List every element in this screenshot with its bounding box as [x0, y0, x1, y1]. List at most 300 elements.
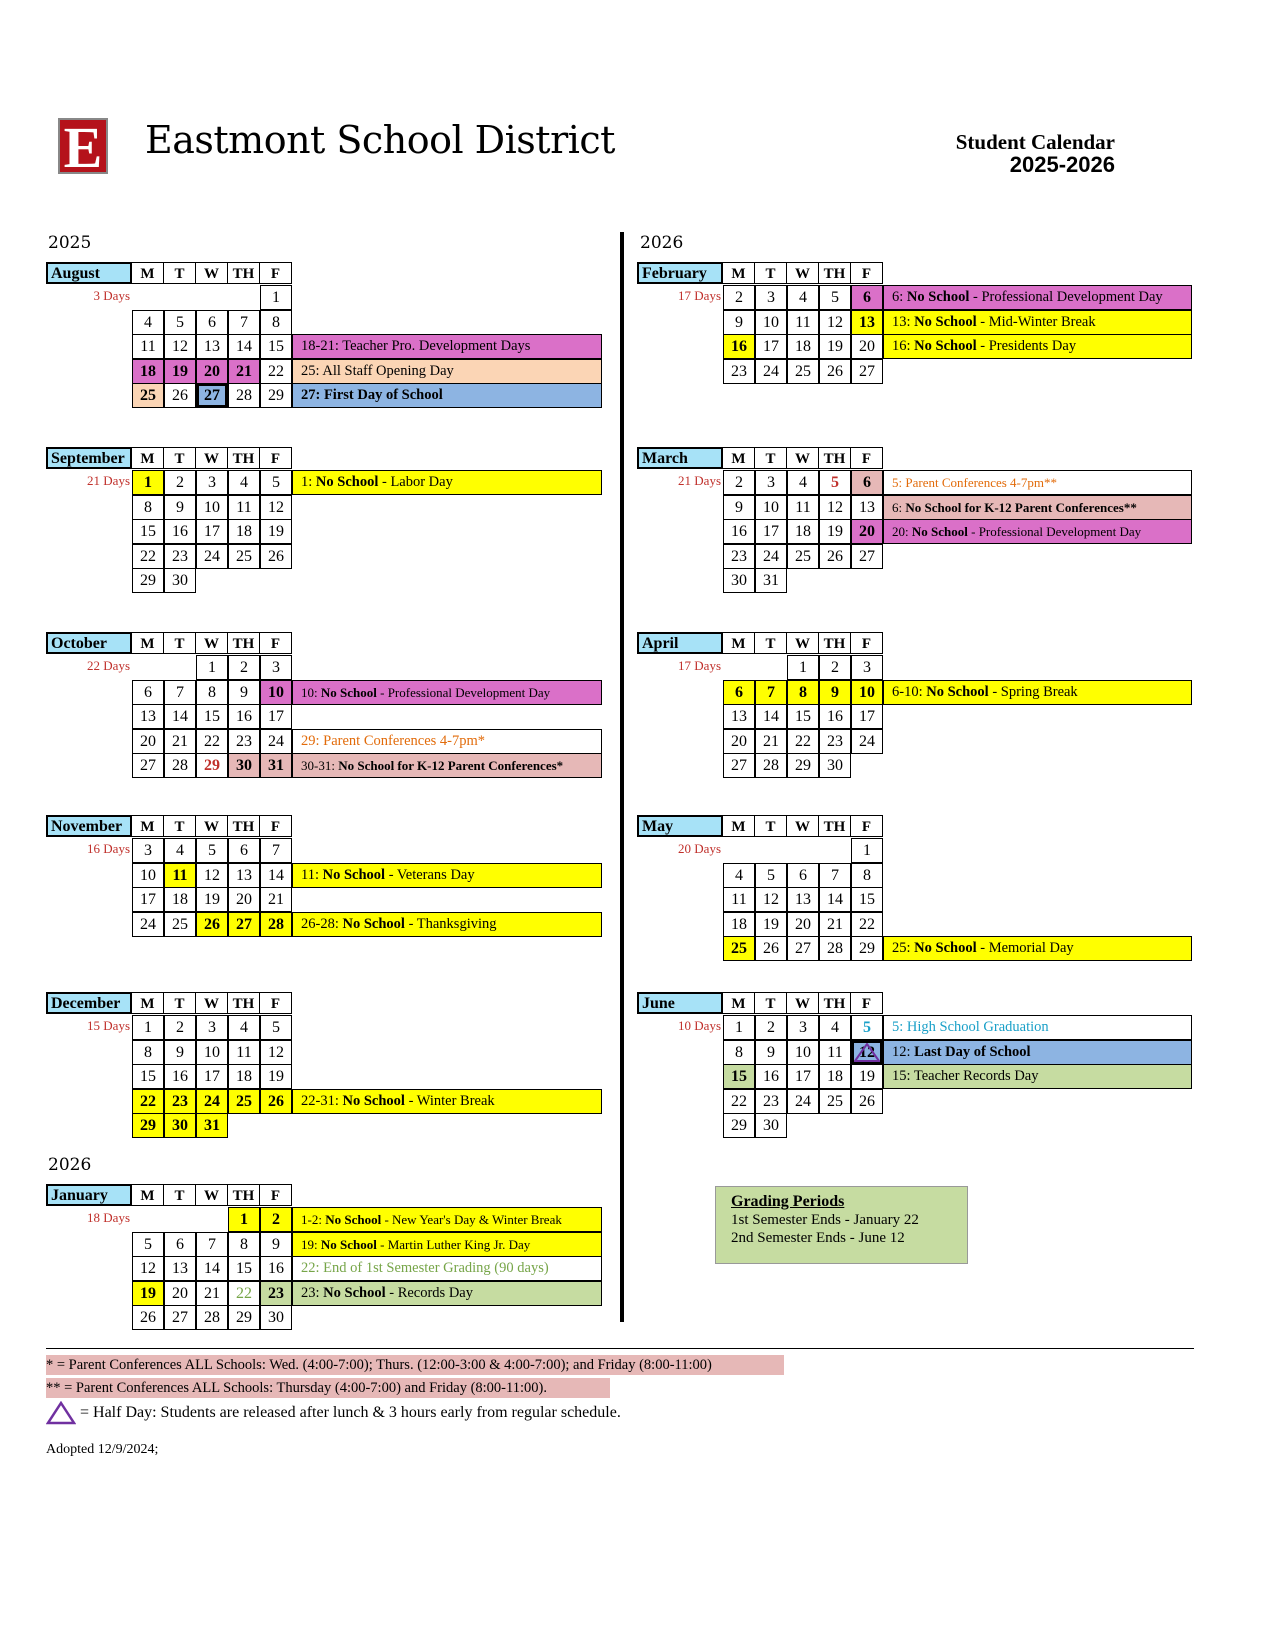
- day-cell: 17: [196, 519, 228, 544]
- event-note: [883, 495, 1192, 520]
- day-cell: 5: [260, 470, 292, 495]
- note-text: 13:: [892, 313, 915, 330]
- day-cell: 15: [260, 334, 292, 359]
- note-text: - Presidents Day: [976, 338, 1077, 354]
- day-cell: 24: [787, 1089, 819, 1114]
- day-cell: 4: [723, 863, 755, 888]
- weekday-header: F: [851, 262, 883, 284]
- weekday-header: F: [851, 632, 883, 654]
- event-note: 27: First Day of School: [292, 383, 602, 408]
- event-note: 25: All Staff Opening Day: [292, 359, 602, 384]
- event-note: [883, 680, 1192, 705]
- day-cell: 20: [851, 519, 883, 544]
- day-cell: 18: [723, 912, 755, 937]
- day-cell: 19: [819, 334, 851, 359]
- weekday-header: T: [164, 632, 196, 654]
- day-cell: 4: [819, 1015, 851, 1040]
- note-text: 23:: [301, 1284, 324, 1301]
- day-cell: 29: [228, 1305, 260, 1330]
- weekday-header: M: [723, 447, 755, 469]
- day-cell: 15: [196, 704, 228, 729]
- day-cell: 12: [196, 863, 228, 888]
- day-cell: 11: [228, 1040, 260, 1065]
- day-cell: 5: [260, 1015, 292, 1040]
- event-note: 22: End of 1st Semester Grading (90 days): [292, 1256, 602, 1281]
- day-cell: 29: [787, 753, 819, 778]
- day-cell: 31: [196, 1113, 228, 1138]
- calendar-title: Student Calendar: [955, 130, 1115, 154]
- note-text: No School: [320, 684, 377, 700]
- day-cell: 30: [164, 568, 196, 593]
- day-cell: 12: [260, 1040, 292, 1065]
- day-cell: 18: [164, 887, 196, 912]
- day-cell: 22: [132, 1089, 164, 1114]
- month-day-count: 10 Days: [678, 1018, 721, 1033]
- day-cell: 11: [132, 334, 164, 359]
- note-text: 22-31:: [301, 1092, 343, 1109]
- day-cell: 21: [260, 887, 292, 912]
- note-text: 6:: [892, 499, 906, 515]
- day-cell: 17: [851, 704, 883, 729]
- month-header: [46, 262, 292, 284]
- day-cell: 27: [851, 359, 883, 384]
- note-text: No School: [342, 1092, 405, 1109]
- weekday-header: T: [755, 632, 787, 654]
- day-cell: 12: [819, 495, 851, 520]
- month-name: August: [46, 262, 132, 284]
- day-cell: 9: [755, 1040, 787, 1065]
- day-cell: 28: [228, 383, 260, 408]
- day-cell: 30: [260, 1305, 292, 1330]
- weekday-header: W: [196, 992, 228, 1014]
- day-cell: 2: [164, 470, 196, 495]
- day-cell: 5: [819, 470, 851, 495]
- day-cell: 23: [819, 729, 851, 754]
- month-name: November: [46, 815, 132, 837]
- day-cell: 17: [132, 887, 164, 912]
- half-day-triangle-icon: [854, 1043, 880, 1062]
- day-cell: 19: [851, 1064, 883, 1089]
- day-cell: 6: [723, 680, 755, 705]
- footnote-single-star: * = Parent Conferences ALL Schools: Wed. (4:00-7:00); Thurs. (12:00-3:00 & 4:00-7:00); and Friday (8:00-11:00): [46, 1355, 784, 1375]
- day-cell: 18: [819, 1064, 851, 1089]
- day-cell: 30: [723, 568, 755, 593]
- month-header: [637, 632, 883, 654]
- month-day-count: 22 Days: [87, 658, 130, 673]
- day-cell: 10: [260, 680, 292, 705]
- month-header: [637, 992, 883, 1014]
- day-cell: 21: [228, 359, 260, 384]
- day-cell: 31: [260, 753, 292, 778]
- note-text: - Veterans Day: [385, 866, 475, 883]
- day-cell: 30: [819, 753, 851, 778]
- day-cell: 9: [228, 680, 260, 705]
- day-cell: 19: [260, 519, 292, 544]
- day-cell: 9: [164, 1040, 196, 1065]
- day-cell: 29: [132, 1113, 164, 1138]
- day-cell: 5: [164, 310, 196, 335]
- weekday-header: W: [787, 632, 819, 654]
- day-cell: 18: [228, 1064, 260, 1089]
- note-text: 1:: [301, 474, 316, 490]
- day-cell: 27: [787, 936, 819, 961]
- day-cell: 16: [260, 1256, 292, 1281]
- day-cell: 8: [132, 1040, 164, 1065]
- day-cell: 25: [723, 936, 755, 961]
- note-text: - Mid-Winter Break: [976, 313, 1096, 330]
- day-cell: 18: [228, 519, 260, 544]
- weekday-header: W: [196, 447, 228, 469]
- day-cell: 28: [260, 912, 292, 937]
- weekday-header: TH: [819, 262, 851, 284]
- weekday-header: M: [132, 992, 164, 1014]
- month-header: [637, 262, 883, 284]
- day-cell: 13: [851, 310, 883, 335]
- note-text: No School: [914, 313, 977, 330]
- weekday-header: W: [787, 992, 819, 1014]
- event-note: [292, 1281, 602, 1306]
- year-label-2026-left: 2026: [48, 1155, 92, 1175]
- day-cell: 26: [132, 1305, 164, 1330]
- note-text: No School: [342, 915, 405, 932]
- grading-line-2: 2nd Semester Ends - June 12: [731, 1230, 905, 1246]
- day-cell: 24: [260, 729, 292, 754]
- weekday-header: W: [196, 632, 228, 654]
- month-header: [637, 447, 883, 469]
- day-cell: 13: [132, 704, 164, 729]
- day-cell: 11: [164, 863, 196, 888]
- day-cell: 6: [132, 680, 164, 705]
- day-cell: 17: [196, 1064, 228, 1089]
- note-text: Last Day of School: [914, 1043, 1031, 1060]
- note-text: No School: [914, 338, 977, 354]
- day-cell: 12: [851, 1040, 883, 1065]
- weekday-header: T: [164, 262, 196, 284]
- day-cell: 14: [196, 1256, 228, 1281]
- event-note: [883, 285, 1192, 310]
- day-cell: 15: [132, 519, 164, 544]
- weekday-header: T: [164, 992, 196, 1014]
- day-cell: 2: [164, 1015, 196, 1040]
- event-note: [292, 1207, 602, 1232]
- day-cell: 24: [132, 912, 164, 937]
- footnote-double-star: ** = Parent Conferences ALL Schools: Thursday (4:00-7:00) and Friday (8:00-11:00).: [46, 1378, 610, 1398]
- day-cell: 16: [228, 704, 260, 729]
- day-cell: 7: [260, 838, 292, 863]
- note-text: - Records Day: [385, 1284, 473, 1301]
- day-cell: 9: [723, 495, 755, 520]
- day-cell: 10: [196, 495, 228, 520]
- day-cell: 4: [228, 470, 260, 495]
- day-cell: 22: [196, 729, 228, 754]
- day-cell: 11: [228, 495, 260, 520]
- day-cell: 6: [851, 285, 883, 310]
- day-cell: 5: [132, 1232, 164, 1257]
- day-cell: 9: [723, 310, 755, 335]
- event-note: [883, 519, 1192, 544]
- day-cell: 20: [132, 729, 164, 754]
- weekday-header: F: [851, 447, 883, 469]
- weekday-header: T: [164, 1184, 196, 1206]
- note-text: - Martin Luther King Jr. Day: [376, 1236, 531, 1252]
- day-cell: 19: [132, 1281, 164, 1306]
- day-cell: 1: [723, 1015, 755, 1040]
- event-note: [292, 1232, 602, 1257]
- day-cell: 22: [723, 1089, 755, 1114]
- day-cell: 6: [787, 863, 819, 888]
- note-text: - Professional Development Day: [967, 524, 1142, 539]
- weekday-header: M: [723, 632, 755, 654]
- note-text: 16:: [892, 338, 915, 354]
- day-cell: 5: [851, 1015, 883, 1040]
- day-cell: 16: [164, 519, 196, 544]
- day-cell: 27: [132, 753, 164, 778]
- day-cell: 5: [755, 863, 787, 888]
- day-cell: 4: [787, 285, 819, 310]
- day-cell: 7: [819, 863, 851, 888]
- note-text: No School for K-12 Parent Conferences**: [905, 499, 1137, 515]
- day-cell: 16: [819, 704, 851, 729]
- day-cell: 14: [819, 887, 851, 912]
- day-cell: 26: [755, 936, 787, 961]
- event-note: [883, 936, 1192, 961]
- month-name: February: [637, 262, 723, 284]
- day-cell: 2: [228, 655, 260, 680]
- note-text: - New Year's Day & Winter Break: [381, 1212, 562, 1227]
- note-text: - Spring Break: [988, 683, 1078, 700]
- day-cell: 21: [755, 729, 787, 754]
- day-cell: 7: [196, 1232, 228, 1257]
- day-cell: 19: [164, 359, 196, 384]
- weekday-header: F: [260, 262, 292, 284]
- month-name: March: [637, 447, 723, 469]
- day-cell: 1: [228, 1207, 260, 1232]
- weekday-header: T: [164, 447, 196, 469]
- event-note: [292, 470, 602, 495]
- day-cell: 22: [851, 912, 883, 937]
- day-cell: 27: [851, 544, 883, 569]
- day-cell: 8: [196, 680, 228, 705]
- day-cell: 30: [164, 1113, 196, 1138]
- weekday-header: T: [164, 815, 196, 837]
- day-cell: 10: [787, 1040, 819, 1065]
- day-cell: 12: [260, 495, 292, 520]
- weekday-header: T: [755, 262, 787, 284]
- day-cell: 25: [164, 912, 196, 937]
- day-cell: 13: [723, 704, 755, 729]
- day-cell: 26: [164, 383, 196, 408]
- month-header: [637, 815, 883, 837]
- day-cell: 25: [787, 544, 819, 569]
- month-header: [46, 992, 292, 1014]
- column-divider: [620, 232, 624, 1322]
- half-day-triangle-icon: [46, 1401, 76, 1425]
- note-text: No School for K-12 Parent Conferences*: [338, 758, 564, 773]
- day-cell: 9: [164, 495, 196, 520]
- month-day-count: 15 Days: [87, 1018, 130, 1033]
- day-cell: 21: [196, 1281, 228, 1306]
- day-cell: 29: [196, 753, 228, 778]
- day-cell: 3: [196, 1015, 228, 1040]
- weekday-header: F: [851, 815, 883, 837]
- grading-title: Grading Periods: [731, 1193, 845, 1210]
- month-header: [46, 447, 292, 469]
- weekday-header: W: [787, 815, 819, 837]
- day-cell: 16: [723, 519, 755, 544]
- day-cell: 26: [819, 359, 851, 384]
- day-cell: 26: [819, 544, 851, 569]
- day-cell: 14: [755, 704, 787, 729]
- day-cell: 10: [196, 1040, 228, 1065]
- note-text: No School: [323, 1284, 386, 1301]
- day-cell: 20: [196, 359, 228, 384]
- half-day-text: = Half Day: Students are released after lunch & 3 hours early from regular schedule.: [80, 1404, 621, 1421]
- day-cell: 8: [723, 1040, 755, 1065]
- day-cell: 2: [723, 470, 755, 495]
- day-cell: 22: [228, 1281, 260, 1306]
- day-cell: 12: [132, 1256, 164, 1281]
- weekday-header: M: [723, 992, 755, 1014]
- event-note: 5: Parent Conferences 4-7pm**: [883, 470, 1192, 495]
- day-cell: 1: [196, 655, 228, 680]
- day-cell: 30: [755, 1113, 787, 1138]
- weekday-header: TH: [819, 632, 851, 654]
- month-name: April: [637, 632, 723, 654]
- note-text: 30-31:: [301, 758, 339, 773]
- day-cell: 2: [819, 655, 851, 680]
- day-cell: 7: [228, 310, 260, 335]
- month-header: [46, 815, 292, 837]
- day-cell: 25: [228, 1089, 260, 1114]
- note-text: 20:: [892, 524, 912, 539]
- day-cell: 3: [196, 470, 228, 495]
- event-note: [292, 680, 602, 705]
- day-cell: 10: [755, 495, 787, 520]
- day-cell: 29: [851, 936, 883, 961]
- day-cell: 1: [851, 838, 883, 863]
- note-text: No School: [322, 866, 386, 883]
- weekday-header: W: [196, 815, 228, 837]
- day-cell: 25: [132, 383, 164, 408]
- note-text: No School: [325, 1212, 382, 1227]
- weekday-header: TH: [228, 815, 260, 837]
- month-day-count: 21 Days: [87, 473, 130, 488]
- note-text: 6:: [892, 289, 907, 305]
- day-cell: 10: [755, 310, 787, 335]
- day-cell: 26: [260, 544, 292, 569]
- weekday-header: M: [132, 262, 164, 284]
- note-text: - Professional Development Day: [376, 684, 551, 700]
- weekday-header: TH: [228, 1184, 260, 1206]
- weekday-header: F: [851, 992, 883, 1014]
- day-cell: 11: [723, 887, 755, 912]
- note-text: - Labor Day: [378, 474, 453, 490]
- day-cell: 18: [787, 334, 819, 359]
- weekday-header: M: [132, 1184, 164, 1206]
- day-cell: 23: [228, 729, 260, 754]
- weekday-header: TH: [819, 815, 851, 837]
- day-cell: 29: [260, 383, 292, 408]
- day-cell: 12: [755, 887, 787, 912]
- event-note: [883, 310, 1192, 335]
- day-cell: 19: [196, 887, 228, 912]
- month-header: [46, 632, 292, 654]
- event-note: 29: Parent Conferences 4-7pm*: [292, 729, 602, 754]
- day-cell: 7: [755, 680, 787, 705]
- day-cell: 17: [755, 334, 787, 359]
- day-cell: 1: [787, 655, 819, 680]
- day-cell: 7: [164, 680, 196, 705]
- day-cell: 4: [787, 470, 819, 495]
- day-cell: 13: [851, 495, 883, 520]
- day-cell: 29: [723, 1113, 755, 1138]
- day-cell: 8: [228, 1232, 260, 1257]
- day-cell: 19: [260, 1064, 292, 1089]
- month-day-count: 17 Days: [678, 288, 721, 303]
- day-cell: 25: [787, 359, 819, 384]
- day-cell: 21: [819, 912, 851, 937]
- event-note: 15: Teacher Records Day: [883, 1064, 1192, 1089]
- weekday-header: TH: [819, 992, 851, 1014]
- day-cell: 11: [819, 1040, 851, 1065]
- day-cell: 28: [164, 753, 196, 778]
- month-day-count: 18 Days: [87, 1210, 130, 1225]
- calendar-years: 2025-2026: [1009, 152, 1115, 177]
- day-cell: 6: [196, 310, 228, 335]
- day-cell: 13: [787, 887, 819, 912]
- day-cell: 28: [755, 753, 787, 778]
- weekday-header: M: [132, 447, 164, 469]
- day-cell: 15: [228, 1256, 260, 1281]
- weekday-header: TH: [228, 262, 260, 284]
- month-name: May: [637, 815, 723, 837]
- day-cell: 23: [260, 1281, 292, 1306]
- month-day-count: 16 Days: [87, 841, 130, 856]
- day-cell: 17: [787, 1064, 819, 1089]
- day-cell: 29: [132, 568, 164, 593]
- weekday-header: F: [260, 632, 292, 654]
- day-cell: 15: [851, 887, 883, 912]
- note-text: 26-28:: [301, 915, 343, 932]
- year-label-2025: 2025: [48, 233, 92, 253]
- day-cell: 13: [228, 863, 260, 888]
- weekday-header: W: [196, 1184, 228, 1206]
- day-cell: 3: [132, 838, 164, 863]
- month-day-count: 17 Days: [678, 658, 721, 673]
- day-cell: 22: [260, 359, 292, 384]
- note-text: No School: [911, 524, 968, 539]
- adopted-date: Adopted 12/9/2024;: [46, 1442, 159, 1457]
- day-cell: 5: [196, 838, 228, 863]
- day-cell: 8: [132, 495, 164, 520]
- day-cell: 4: [164, 838, 196, 863]
- day-cell: 1: [132, 470, 164, 495]
- weekday-header: T: [755, 992, 787, 1014]
- note-text: 11:: [301, 866, 323, 883]
- month-day-count: 20 Days: [678, 841, 721, 856]
- day-cell: 15: [132, 1064, 164, 1089]
- day-cell: 9: [819, 680, 851, 705]
- day-cell: 13: [196, 334, 228, 359]
- day-cell: 3: [755, 285, 787, 310]
- event-note: [292, 1089, 602, 1114]
- day-cell: 23: [723, 359, 755, 384]
- day-cell: 19: [755, 912, 787, 937]
- day-cell: 25: [819, 1089, 851, 1114]
- district-name: Eastmont School District: [145, 118, 615, 162]
- day-cell: 1: [132, 1015, 164, 1040]
- month-day-count: 21 Days: [678, 473, 721, 488]
